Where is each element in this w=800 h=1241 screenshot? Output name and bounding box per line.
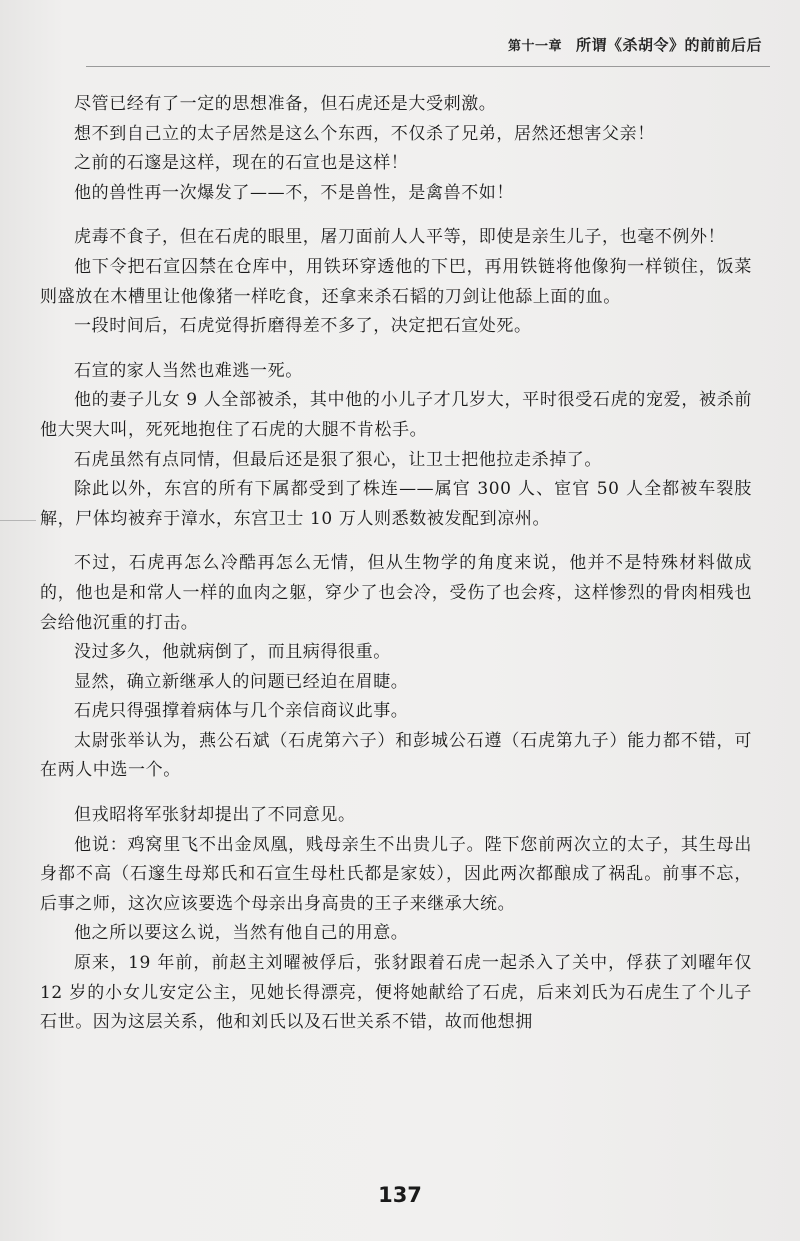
paragraph: 石虎只得强撑着病体与几个亲信商议此事。 bbox=[74, 701, 409, 722]
paragraph: 一段时间后，石虎觉得折磨得差不多了，决定把石宣处死。 bbox=[74, 316, 532, 337]
paragraph: 他的兽性再一次爆发了——不，不是兽性，是禽兽不如！ bbox=[74, 182, 514, 203]
running-header bbox=[508, 34, 762, 55]
paragraph: 除此以外，东宫的所有下属都受到了株连——属官 300 人、宦官 50 人全都被车裂肢解，尸体均被弃于漳水，东宫卫士 10 万人则悉数被发配到凉州。 bbox=[40, 479, 752, 529]
paragraph: 想不到自己立的太子居然是这么个东西，不仅杀了兄弟，居然还想害父亲！ bbox=[74, 123, 655, 144]
paragraph: 之前的石邃是这样，现在的石宣也是这样！ bbox=[74, 153, 409, 174]
paragraph: 原来，19 年前，前赵主刘曜被俘后，张豺跟着石虎一起杀入了关中，俘获了刘曜年仅 12 岁的小女儿安定公主，见她长得漂亮，便将她献给了石虎，后来刘氏为石虎生了个儿子石世。因为这层关系，他和刘氏以及石世关系不错，故而他想拥 bbox=[40, 953, 752, 1033]
chapter-title: 所谓《杀胡令》的前前后后 bbox=[575, 36, 762, 54]
paragraph: 显然，确立新继承人的问题已经迫在眉睫。 bbox=[74, 671, 409, 692]
header-divider bbox=[86, 66, 770, 67]
chapter-label: 第十一章 bbox=[507, 39, 562, 54]
paragraph: 石宣的家人当然也难逃一死。 bbox=[74, 360, 303, 381]
paragraph: 石虎虽然有点同情，但最后还是狠了狠心，让卫士把他拉走杀掉了。 bbox=[74, 449, 602, 470]
paragraph: 不过，石虎再怎么冷酷再怎么无情，但从生物学的角度来说，他并不是特殊材料做成的，他也是和常人一样的血肉之躯，穿少了也会冷，受伤了也会疼，这样惨烈的骨肉相残也会给他沉重的打击。 bbox=[40, 553, 752, 633]
paragraph: 虎毒不食子，但在石虎的眼里，屠刀面前人人平等，即使是亲生儿子，也毫不例外！ bbox=[74, 227, 726, 248]
paragraph: 没过多久，他就病倒了，而且病得很重。 bbox=[74, 642, 391, 663]
paragraph: 他之所以要这么说，当然有他自己的用意。 bbox=[74, 923, 409, 944]
paragraph: 太尉张举认为，燕公石斌（石虎第六子）和彭城公石遵（石虎第九子）能力都不错，可在两人中选一个。 bbox=[40, 730, 752, 781]
paragraph: 他下令把石宣囚禁在仓库中，用铁环穿透他的下巴，再用铁链将他像狗一样锁住，饭菜则盛放在木槽里让他像猪一样吃食，还拿来杀石韬的刀剑让他舔上面的血。 bbox=[40, 256, 752, 307]
scan-artifact bbox=[0, 520, 36, 521]
page-number: 137 bbox=[378, 1183, 422, 1207]
paragraph: 他说：鸡窝里飞不出金凤凰，贱母亲生不出贵儿子。陛下您前两次立的太子，其生母出身都不高（石邃生母郑氏和石宣生母杜氏都是家妓），因此两次都酿成了祸乱。前事不忘，后事之师，这次应该要选个母亲出身高贵的王子来继承大统。 bbox=[40, 834, 752, 914]
body-text bbox=[40, 90, 752, 1038]
paragraph: 尽管已经有了一定的思想准备，但石虎还是大受刺激。 bbox=[74, 94, 497, 114]
paragraph-gap bbox=[40, 786, 752, 801]
paragraph-gap bbox=[40, 534, 752, 549]
paragraph: 但戎昭将军张豺却提出了不同意见。 bbox=[74, 805, 356, 826]
paragraph: 他的妻子儿女 9 人全部被杀，其中他的小儿子才几岁大，平时很受石虎的宠爱，被杀前他大哭大叫，死死地抱住了石虎的大腿不肯松手。 bbox=[40, 390, 752, 440]
paragraph-gap bbox=[40, 342, 752, 357]
paragraph-gap bbox=[40, 208, 752, 223]
